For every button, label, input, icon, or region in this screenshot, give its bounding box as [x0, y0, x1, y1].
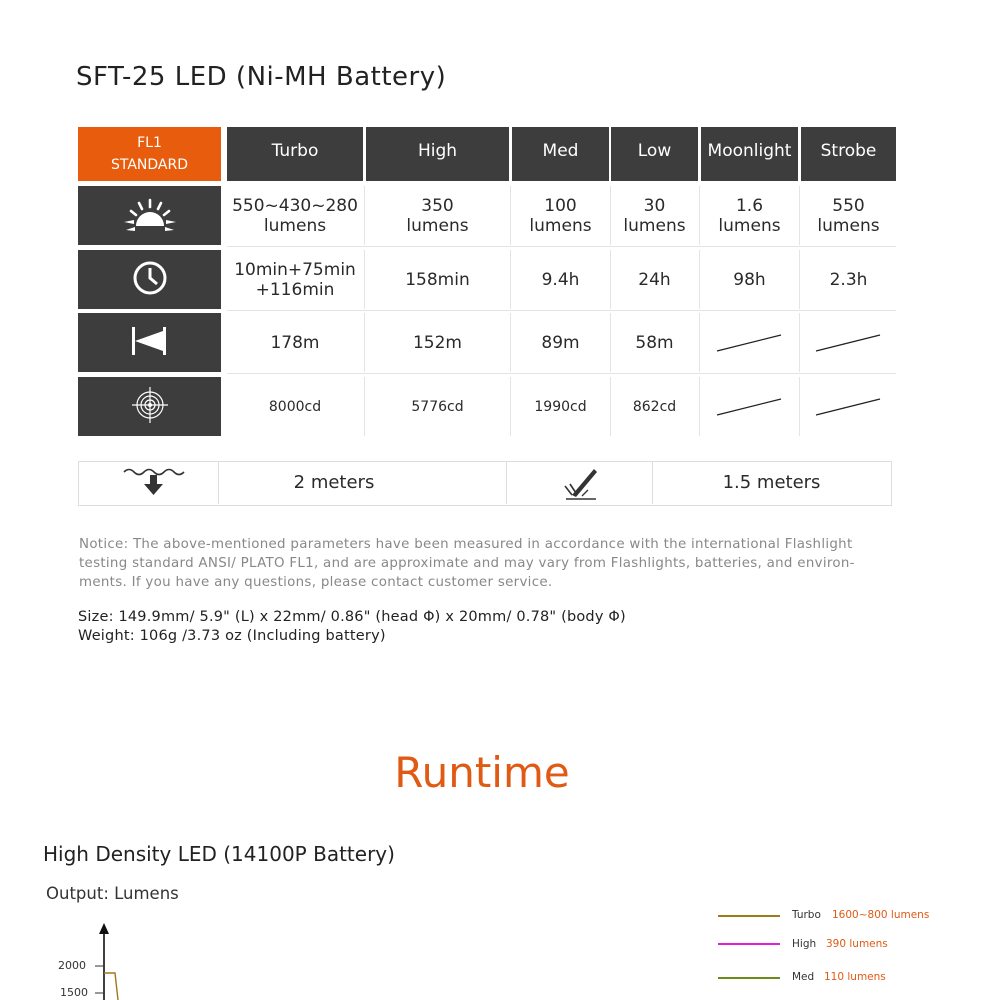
column-divider [699, 313, 700, 372]
not-applicable-slash [701, 377, 798, 436]
table-cell [366, 186, 509, 245]
table-cell [227, 377, 363, 436]
fl1-standard-header [78, 127, 221, 181]
legend-name: Med [792, 971, 815, 983]
column-header: Moonlight [701, 127, 798, 181]
column-divider [699, 250, 700, 309]
cell-text: 89m [541, 332, 580, 353]
legend-value: 390 lumens [826, 938, 888, 950]
fl1-label: FL1 [137, 135, 162, 151]
column-divider [510, 377, 511, 436]
table-cell [512, 186, 609, 245]
table-cell [611, 186, 698, 245]
column-divider [364, 313, 365, 372]
table-cell [512, 313, 609, 372]
table-cell [227, 313, 363, 372]
cell-text: 5776cd [411, 398, 464, 415]
column-divider [364, 377, 365, 436]
table-cell [227, 186, 363, 245]
table-cell [227, 250, 363, 309]
brightness-icon [120, 194, 180, 238]
water-value: 2 meters [293, 472, 375, 493]
chart-title: High Density LED (14100P Battery) [43, 842, 395, 866]
table-cell [366, 377, 509, 436]
y-axis-arrow [99, 923, 109, 934]
column-divider [364, 250, 365, 309]
cell-text: lumens [406, 215, 469, 236]
table-cell [366, 313, 509, 372]
cell-text: 24h [638, 269, 671, 290]
cell-text: 10min+75min [234, 259, 356, 280]
table-cell [611, 313, 698, 372]
cell-text: 98h [733, 269, 766, 290]
cell-text: 30 [643, 195, 666, 216]
ytick-label: 1500 [60, 986, 88, 999]
cell-text: lumens [263, 215, 327, 236]
legend-name: Turbo [792, 909, 821, 921]
cell-text: 862cd [632, 398, 677, 415]
column-divider [699, 377, 700, 436]
weight-spec: Weight: 106g /3.73 oz (Including battery) [78, 628, 386, 644]
column-divider [510, 250, 511, 309]
legend-name: High [792, 938, 817, 950]
cell-text: lumens [623, 215, 686, 236]
clock-icon [130, 258, 170, 302]
column-divider [364, 186, 365, 245]
column-divider [799, 250, 800, 309]
legend-value: 1600~800 lumens [832, 909, 930, 921]
cell-text: 550 [832, 195, 865, 216]
legend-value: 110 lumens [824, 971, 886, 983]
table-cell [366, 250, 509, 309]
table-cell [611, 250, 698, 309]
impact-resistance-icon [560, 466, 600, 502]
ytick-label: 2000 [58, 959, 86, 972]
cell-text: 100 [544, 195, 577, 216]
table-cell [701, 186, 798, 245]
cell-text: lumens [718, 215, 781, 236]
column-header: High [366, 127, 509, 181]
column-divider [510, 186, 511, 245]
row-icon-cell [78, 377, 221, 436]
cell-text: 9.4h [541, 269, 580, 290]
table-cell [512, 377, 609, 436]
beam-distance-icon [130, 325, 170, 361]
cell-text: 1990cd [534, 398, 587, 415]
target-icon [130, 385, 170, 429]
column-divider [799, 186, 800, 245]
water-submersion-icon [120, 464, 186, 500]
table-cell [801, 250, 896, 309]
column-divider [799, 313, 800, 372]
cell-text: +116min [255, 279, 335, 300]
cell-text: 158min [405, 269, 470, 290]
column-header: Strobe [801, 127, 896, 181]
impact-value: 1.5 meters [722, 472, 821, 493]
table-cell [512, 250, 609, 309]
row-divider [227, 373, 896, 374]
column-divider [510, 313, 511, 372]
cell-text: 178m [270, 332, 320, 353]
page-title: SFT-25 LED (Ni-MH Battery) [76, 62, 447, 92]
cell-text: 58m [635, 332, 674, 353]
not-applicable-slash [701, 313, 798, 372]
column-divider [699, 186, 700, 245]
cell-text: lumens [817, 215, 880, 236]
row-divider [227, 246, 896, 247]
column-header: Med [512, 127, 609, 181]
column-header: Low [611, 127, 698, 181]
cell-text: 2.3h [829, 269, 868, 290]
row-icon-cell [78, 250, 221, 309]
column-divider [799, 377, 800, 436]
turbo-series-line [104, 973, 118, 1000]
table-cell [611, 377, 698, 436]
not-applicable-slash [801, 313, 896, 372]
notice-text: Notice: The above-mentioned parameters have been measured in accordance with the international Flashlight testing standard ANSI/ PLATO FL1, and are approximate and may vary from Flashlights, batteries, and environ-ments. If you have any questions, please contact customer service. [79, 537, 855, 590]
cell-text: 8000cd [268, 398, 322, 415]
cell-text: 550~430~280 [232, 195, 358, 216]
column-header: Turbo [227, 127, 363, 181]
table-cell [701, 250, 798, 309]
cell-text: 152m [412, 332, 462, 353]
cell-text: lumens [529, 215, 592, 236]
chart-ylabel: Output: Lumens [46, 884, 179, 903]
row-divider [227, 310, 896, 311]
row-icon-cell [78, 313, 221, 372]
table-cell [801, 186, 896, 245]
row-icon-cell [78, 186, 221, 245]
not-applicable-slash [801, 377, 896, 436]
runtime-heading: Runtime [394, 748, 570, 797]
size-spec: Size: 149.9mm/ 5.9" (L) x 22mm/ 0.86" (head Φ) x 20mm/ 0.78" (body Φ) [78, 609, 626, 625]
cell-text: 350 [421, 195, 454, 216]
cell-text: 1.6 [735, 195, 764, 216]
standard-label: STANDARD [110, 157, 189, 173]
